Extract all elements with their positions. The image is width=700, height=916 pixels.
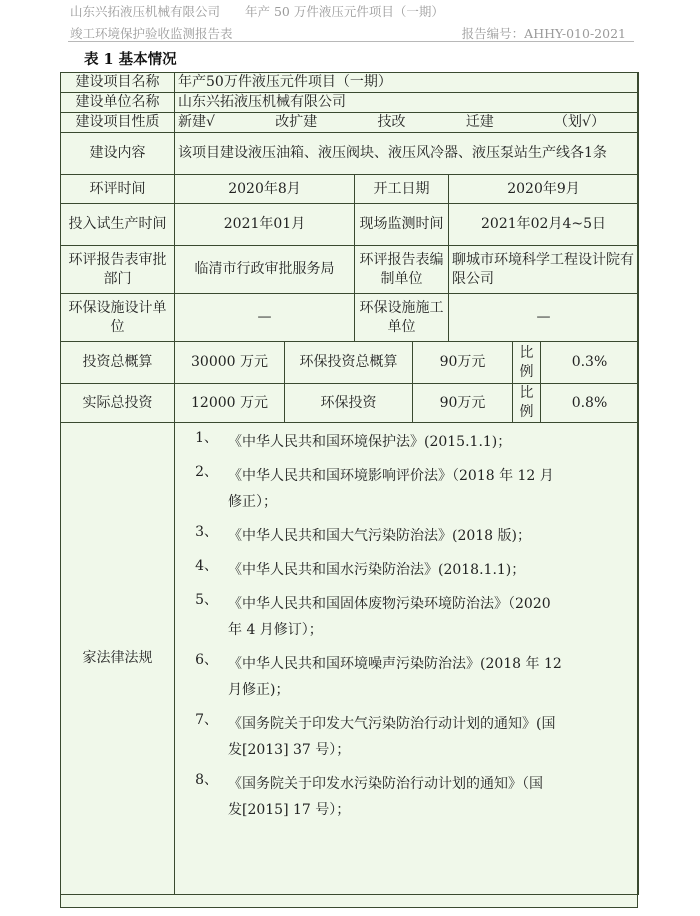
cell-label-budget: 投资总概算	[61, 342, 175, 384]
law-item-line: 《国务院关于印发水污染防治行动计划的通知》（国	[228, 776, 543, 792]
cell-ratio-budget: 0.3%	[541, 342, 639, 384]
cell-monitor-time: 2021年02月4~5日	[449, 204, 639, 246]
law-item-line: 月修正)；	[228, 682, 290, 698]
cell-content: 该项目建设液压油箱、液压阀块、液压风冷器、液压泵站生产线各1条	[175, 133, 639, 175]
law-item-line: 《中华人民共和国环境噪声污染防治法》(2018 年 12	[228, 656, 562, 672]
cell-label-ratio-actual: 比例	[513, 384, 541, 423]
cell-label-approval-dept: 环评报告表审批部门	[61, 246, 175, 294]
law-item-number: 1、	[195, 430, 218, 446]
law-item-line: 《中华人民共和国环境保护法》(2015.1.1)；	[228, 434, 512, 450]
law-item-line: 《中华人民共和国固体废物污染环境防治法》（2020	[228, 596, 551, 612]
cell-trial-time: 2021年01月	[175, 204, 355, 246]
law-item-number: 5、	[195, 592, 218, 608]
table-row	[61, 294, 639, 342]
law-item-number: 2、	[195, 464, 218, 480]
cell-construction-unit: —	[449, 294, 639, 342]
table-row	[61, 246, 639, 294]
cell-label-unit-name: 建设单位名称	[61, 93, 175, 113]
table-row	[61, 133, 639, 175]
nature-option-relocation: 迁建	[465, 114, 494, 130]
law-item-text	[218, 463, 628, 515]
law-item	[178, 591, 635, 643]
cell-label-monitor-time: 现场监测时间	[355, 204, 449, 246]
cell-laws	[175, 423, 639, 895]
nature-option-expansion: 改扩建	[275, 114, 318, 130]
law-item	[178, 523, 635, 549]
cell-label-compiler: 环评报告表编制单位	[355, 246, 449, 294]
cell-actual: 12000 万元	[175, 384, 285, 423]
cell-project-name: 年产50万件液压元件项目（一期）	[175, 73, 639, 93]
law-item	[178, 429, 635, 455]
law-item-number: 4、	[195, 558, 218, 574]
law-item	[178, 463, 635, 515]
cell-label-nature: 建设项目性质	[61, 113, 175, 133]
law-item	[178, 771, 635, 823]
law-item-text	[218, 651, 628, 703]
law-item-number: 8、	[195, 772, 218, 788]
cell-label-env-invest: 环保投资	[285, 384, 413, 423]
table-row	[61, 93, 639, 113]
law-item-text	[218, 557, 628, 583]
table-row	[61, 204, 639, 246]
cell-eia-time: 2020年8月	[175, 175, 355, 204]
nature-option-new: 新建√	[178, 114, 215, 130]
cell-budget: 30000 万元	[175, 342, 285, 384]
table-row	[61, 113, 639, 133]
cell-unit-name: 山东兴拓液压机械有限公司	[175, 93, 639, 113]
law-item	[178, 711, 635, 763]
cell-label-laws: 家法律法规	[61, 423, 175, 895]
cell-approval-dept: 临清市行政审批服务局	[175, 246, 355, 294]
law-item-line: 《中华人民共和国大气污染防治法》(2018 版)；	[228, 528, 532, 544]
law-item-text	[218, 591, 628, 643]
cell-env-invest: 90万元	[413, 384, 513, 423]
table-row	[61, 342, 639, 384]
law-item-number: 7、	[195, 712, 218, 728]
law-item-text	[218, 771, 628, 823]
cell-start-date: 2020年9月	[449, 175, 639, 204]
cell-label-env-budget: 环保投资总概算	[285, 342, 413, 384]
cell-ratio-actual: 0.8%	[541, 384, 639, 423]
cell-env-budget: 90万元	[413, 342, 513, 384]
law-item-line: 《中华人民共和国水污染防治法》(2018.1.1)；	[228, 562, 526, 578]
cell-label-content: 建设内容	[61, 133, 175, 175]
cell-design-unit: —	[175, 294, 355, 342]
cell-nature-options	[175, 113, 639, 133]
law-item-number: 3、	[195, 524, 218, 540]
law-item-text	[218, 429, 628, 455]
nature-option-tick-note: （划√）	[554, 114, 605, 130]
header-divider	[68, 41, 634, 42]
table-row	[61, 175, 639, 204]
laws-list	[178, 423, 635, 823]
nature-option-renovation: 技改	[377, 114, 406, 130]
law-item-text	[218, 523, 628, 549]
table-row	[61, 384, 639, 423]
law-item-number: 6、	[195, 652, 218, 668]
law-item-line: 修正）；	[228, 494, 277, 510]
law-item-line: 年 4 月修订）；	[228, 622, 323, 638]
cell-label-eia-time: 环评时间	[61, 175, 175, 204]
law-item-line: 《国务院关于印发大气污染防治行动计划的通知》(国	[228, 716, 556, 732]
cell-label-construction-unit: 环保设施施工单位	[355, 294, 449, 342]
law-item-text	[218, 711, 628, 763]
table-row	[61, 423, 639, 895]
cell-compiler: 聊城市环境科学工程设计院有限公司	[449, 246, 639, 294]
law-item-line: 发[2015] 17 号）；	[228, 802, 351, 818]
cell-label-ratio: 比例	[513, 342, 541, 384]
cell-label-actual: 实际总投资	[61, 384, 175, 423]
cell-label-start-date: 开工日期	[355, 175, 449, 204]
header-report-number: 报告编号：AHHY-010-2021	[461, 26, 626, 41]
header-company-project: 山东兴拓液压机械有限公司 年产 50 万件液压元件项目（一期）	[70, 4, 444, 19]
cell-label-project-name: 建设项目名称	[61, 73, 175, 93]
table-title: 表 1 基本情况	[84, 51, 177, 68]
law-item-line: 发[2013] 37 号）；	[228, 742, 351, 758]
table-row	[61, 73, 639, 93]
law-item	[178, 651, 635, 703]
law-item	[178, 557, 635, 583]
header-report-type: 竣工环境保护验收监测报告表	[70, 26, 233, 41]
basic-info-table	[60, 72, 639, 895]
cell-label-design-unit: 环保设施设计单位	[61, 294, 175, 342]
law-item-line: 《中华人民共和国环境影响评价法》（2018 年 12 月	[228, 468, 554, 484]
cell-label-trial-time: 投入试生产时间	[61, 204, 175, 246]
